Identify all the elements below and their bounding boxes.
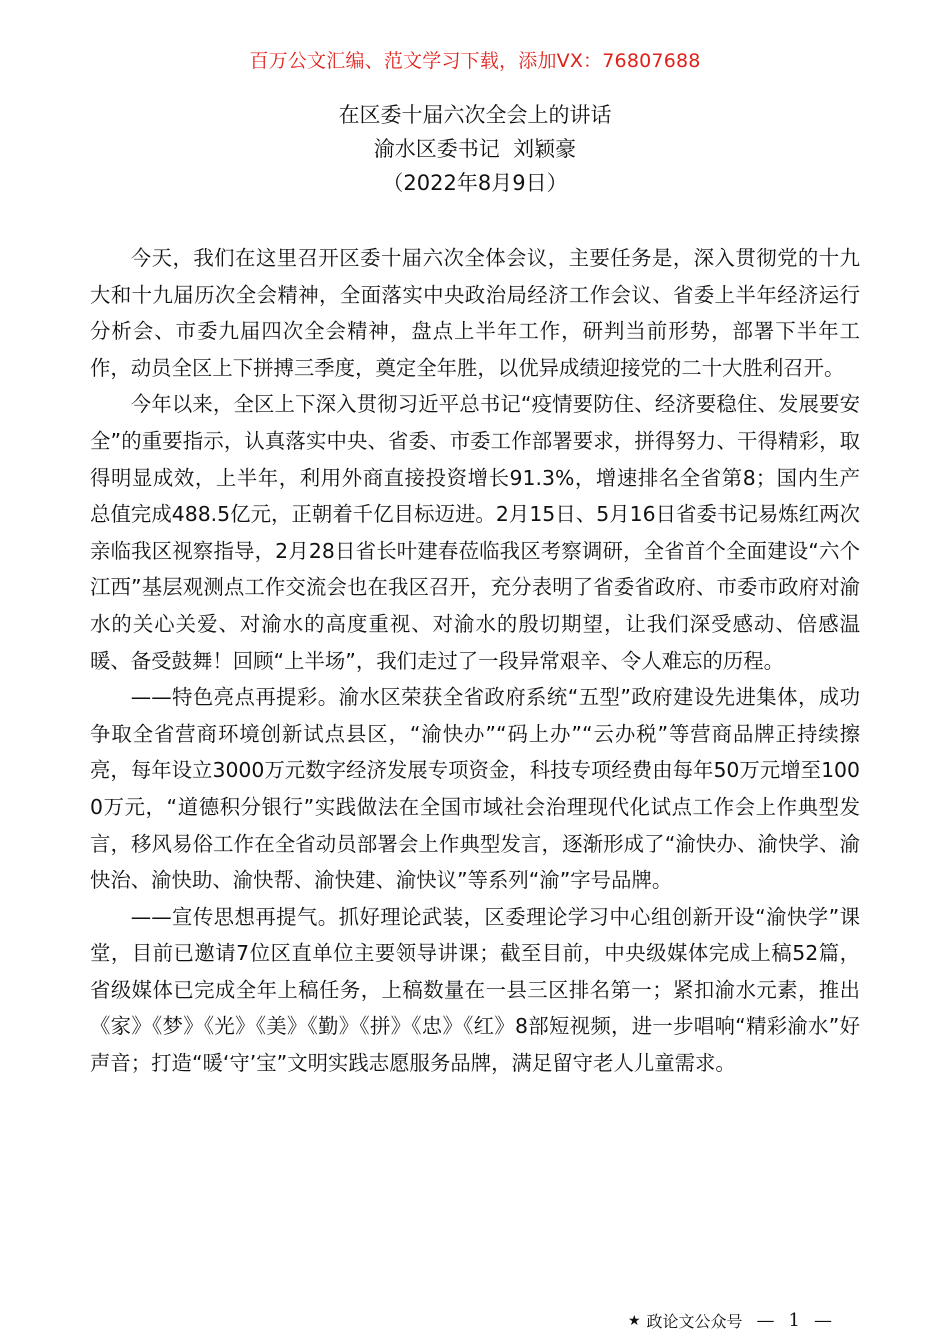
title-block [0,98,950,200]
document-author: 渝水区委书记 刘颖豪 [373,137,577,161]
paragraph-publicity: ——宣传思想再提气。抓好理论武装，区委理论学习中心组创新开设“渝快学”课堂，目前已邀请7位区直单位主要领导讲课；截至目前，中央级媒体完成上稿52篇，省级媒体已完成全年上稿任务，上稿数量在一县三区排名第一；紧扣渝水元素，推出《家》《梦》《光》《美》《勤》《拼》《忠》《红》8部短视频，进一步唱响“精彩渝水”好声音；打造“暖‘守’宝”文明实践志愿服务品牌，满足留守老人儿童需求。 [90,904,860,1076]
document-date: （2022年8月9日） [382,171,568,195]
paragraph-intro: 今天，我们在这里召开区委十届六次全体会议，主要任务是，深入贯彻党的十九大和十九届历次全会精神，全面落实中央政治局经济工作会议、省委上半年经济运行分析会、市委九届四次全会精神，盘点上半年工作，研判当前形势，部署下半年工作，动员全区上下拼搏三季度，奠定全年胜，以优异成绩迎接党的二十大胜利召开。 [90,246,860,380]
paragraph-achievements: 今年以来，全区上下深入贯彻习近平总书记“疫情要防住、经济要稳住、发展要安全”的重要指示，认真落实中央、省委、市委工作部署要求，拼得努力、干得精彩，取得明显成效，上半年，利用外商直接投资增长91.3%，增速排名全省第8；国内生产总值完成488.5亿元，正朝着千亿目标迈进。2月15日、5月16日省委书记易炼红两次亲临我区视察指导，2月28日省长叶建春莅临我区考察调研，全省首个全面建设“六个江西”基层观测点工作交流会也在我区召开，充分表明了省委省政府、市委市政府对渝水的关心关爱、对渝水的高度重视、对渝水的殷切期望，让我们深受感动、倍感温暖、备受鼓舞！回顾“上半场”，我们走过了一段异常艰辛、令人难忘的历程。 [90,392,860,673]
page-footer [628,1309,832,1332]
page-number: 1 [788,1310,800,1331]
footer-dash-left: — [756,1310,775,1331]
paragraph-highlights: ——特色亮点再提彩。渝水区荣获全省政府系统“五型”政府建设先进集体，成功争取全省营商环境创新试点县区，“渝快办”“码上办”“云办税”等营商品牌正持续擦亮，每年设立3000万元数字经济发展专项资金，科技专项经费由每年50万元增至1000万元，“道德积分银行”实践做法在全国市域社会治理现代化试点工作会上作典型发言，移风易俗工作在全省动员部署会上作典型发言，逐渐形成了“渝快办、渝快学、渝快治、渝快助、渝快帮、渝快建、渝快议”等系列“渝”字号品牌。 [90,685,860,893]
star-icon: ★ [627,1312,641,1329]
footer-dash-right: — [814,1310,832,1331]
document-title: 在区委十届六次全会上的讲话 [338,103,612,127]
footer-source: 政论文公众号 [646,1312,743,1331]
download-banner: 百万公文汇编、范文学习下载，添加VX：76807688 [249,50,701,72]
body-text [90,240,860,1082]
